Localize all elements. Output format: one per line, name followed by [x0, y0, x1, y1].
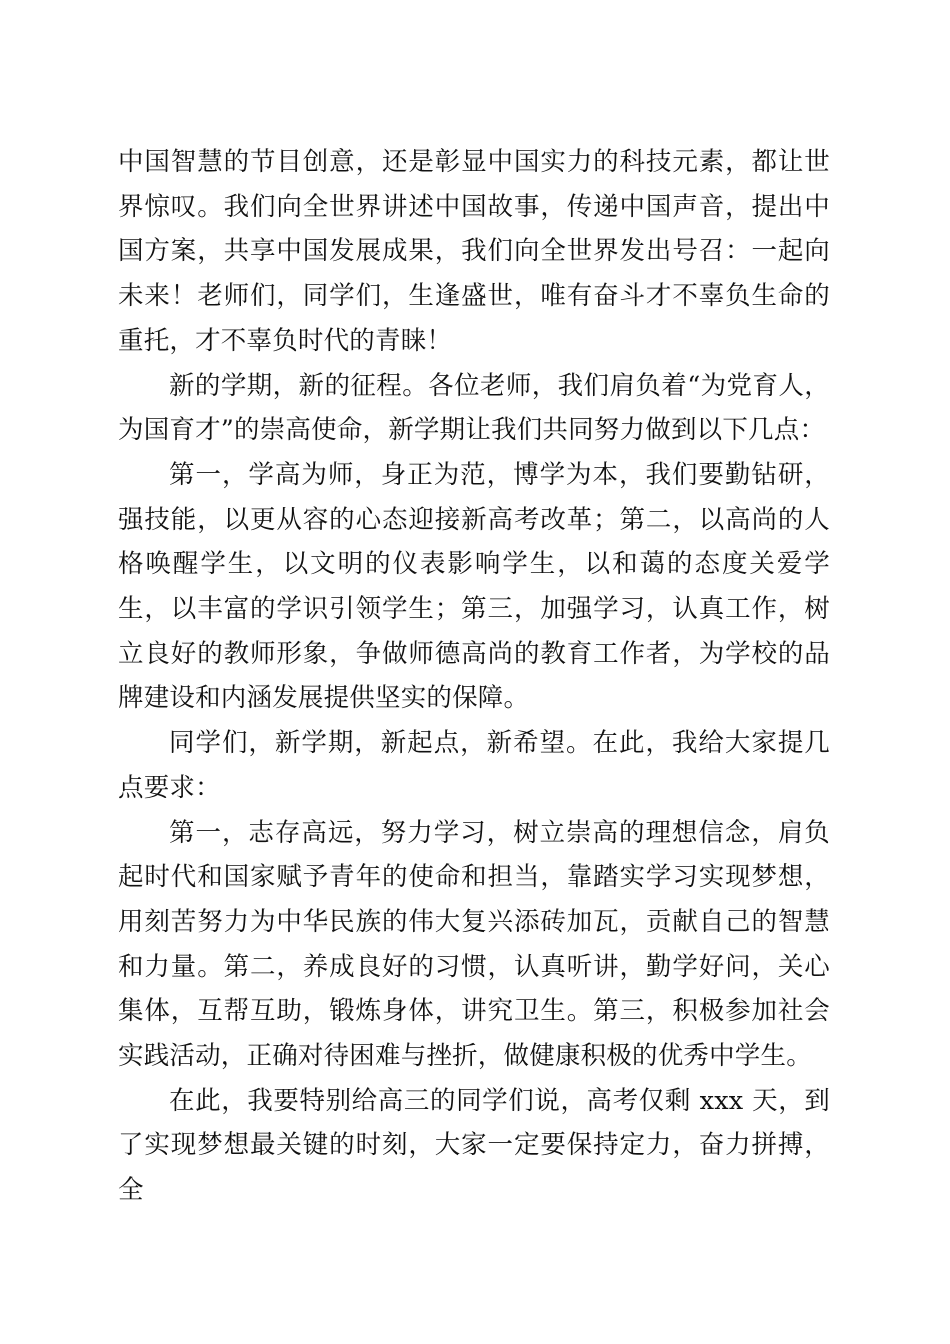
paragraph-students-intro: 同学们，新学期，新起点，新希望。在此，我给大家提几点要求：	[118, 728, 830, 803]
paragraph-student-points: 第一，志存高远，努力学习，树立崇高的理想信念，肩负起时代和国家赋予青年的使命和担当，靠踏实学习实现梦想，用刻苦努力为中华民族的伟大复兴添砖加瓦，贡献自己的智慧和力量。第二，养成良好的习惯，认真听讲，勤学好问，关心集体，互帮互助，锻炼身体，讲究卫生。第三，积极参加社会实践活动，正确对待困难与挫折，做健康积极的优秀中学生。	[118, 817, 830, 1072]
paragraph-new-semester: 新的学期，新的征程。各位老师，我们肩负着“为党育人，为国育才”的崇高使命，新学期让我们共同努力做到以下几点：	[118, 370, 830, 446]
paragraph-teacher-points: 第一，学高为师，身正为范，博学为本，我们要勤钻研，强技能，以更从容的心态迎接新高考改革；第二，以高尚的人格唤醒学生，以文明的仪表影响学生，以和蔼的态度关爱学生，以丰富的学识引领学生；第三，加强学习，认真工作，树立良好的教师形象，争做师德高尚的教育工作者，为学校的品牌建设和内涵发展提供坚实的保障。	[118, 459, 830, 714]
paragraph-continuation: 中国智慧的节目创意，还是彰显中国实力的科技元素，都让世界惊叹。我们向全世界讲述中国故事，传递中国声音，提出中国方案，共享中国发展成果，我们向全世界发出号召：一起向未来！老师们，同学们，生逢盛世，唯有奋斗才不辜负生命的重托，才不辜负时代的青睐！	[118, 147, 830, 356]
document-body	[118, 140, 830, 1213]
paragraph-senior-students: 在此，我要特别给高三的同学们说，高考仅剩 xxx 天，到了实现梦想最关键的时刻，大家一定要保持定力，奋力拼搏，全	[118, 1085, 830, 1206]
